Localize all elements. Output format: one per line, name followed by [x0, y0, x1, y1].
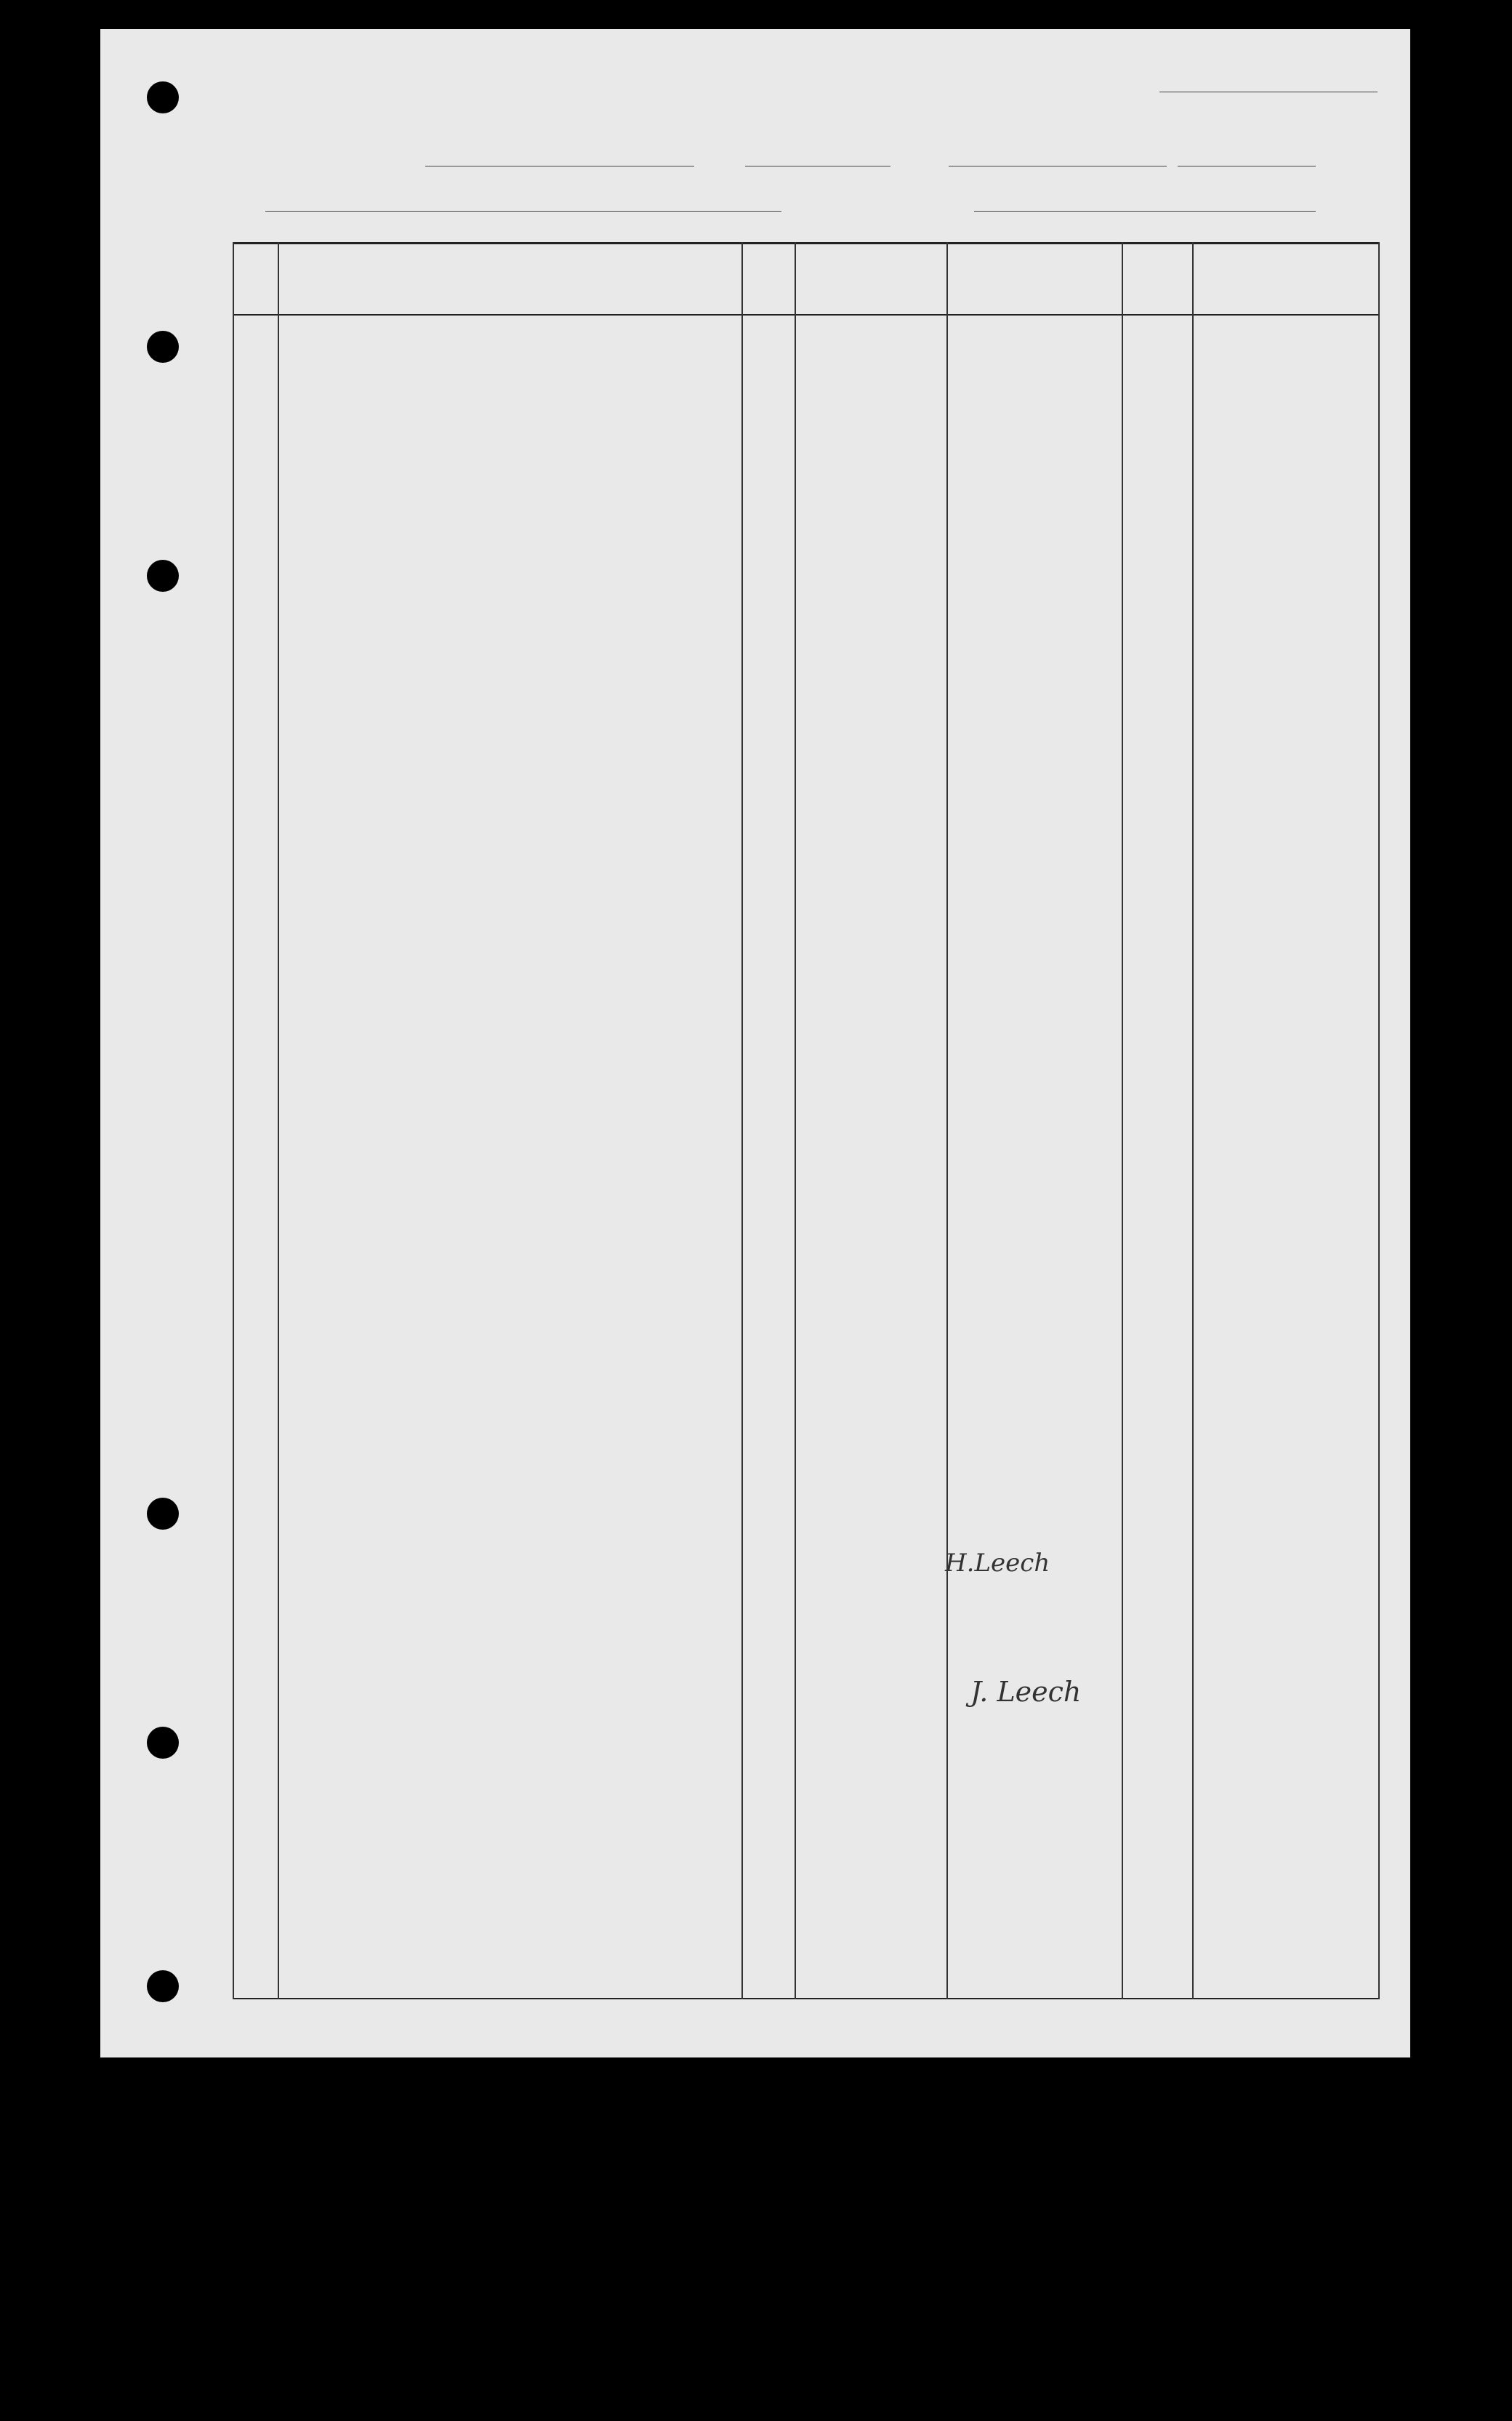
binder-hole	[147, 560, 179, 592]
binder-hole	[147, 1970, 179, 2002]
binder-hole	[147, 81, 179, 113]
binder-hole	[147, 331, 179, 363]
header-bottom-border	[233, 314, 1380, 316]
purser-signature: H.Leech	[945, 1549, 1050, 1578]
binder-hole	[147, 1498, 179, 1530]
table-bottom-border	[233, 1998, 1380, 1999]
purser-signature-2: J. Leech	[970, 1676, 1082, 1708]
binder-hole	[147, 1727, 179, 1759]
table-top-border	[233, 242, 1380, 244]
manifest-sheet	[100, 29, 1410, 2057]
